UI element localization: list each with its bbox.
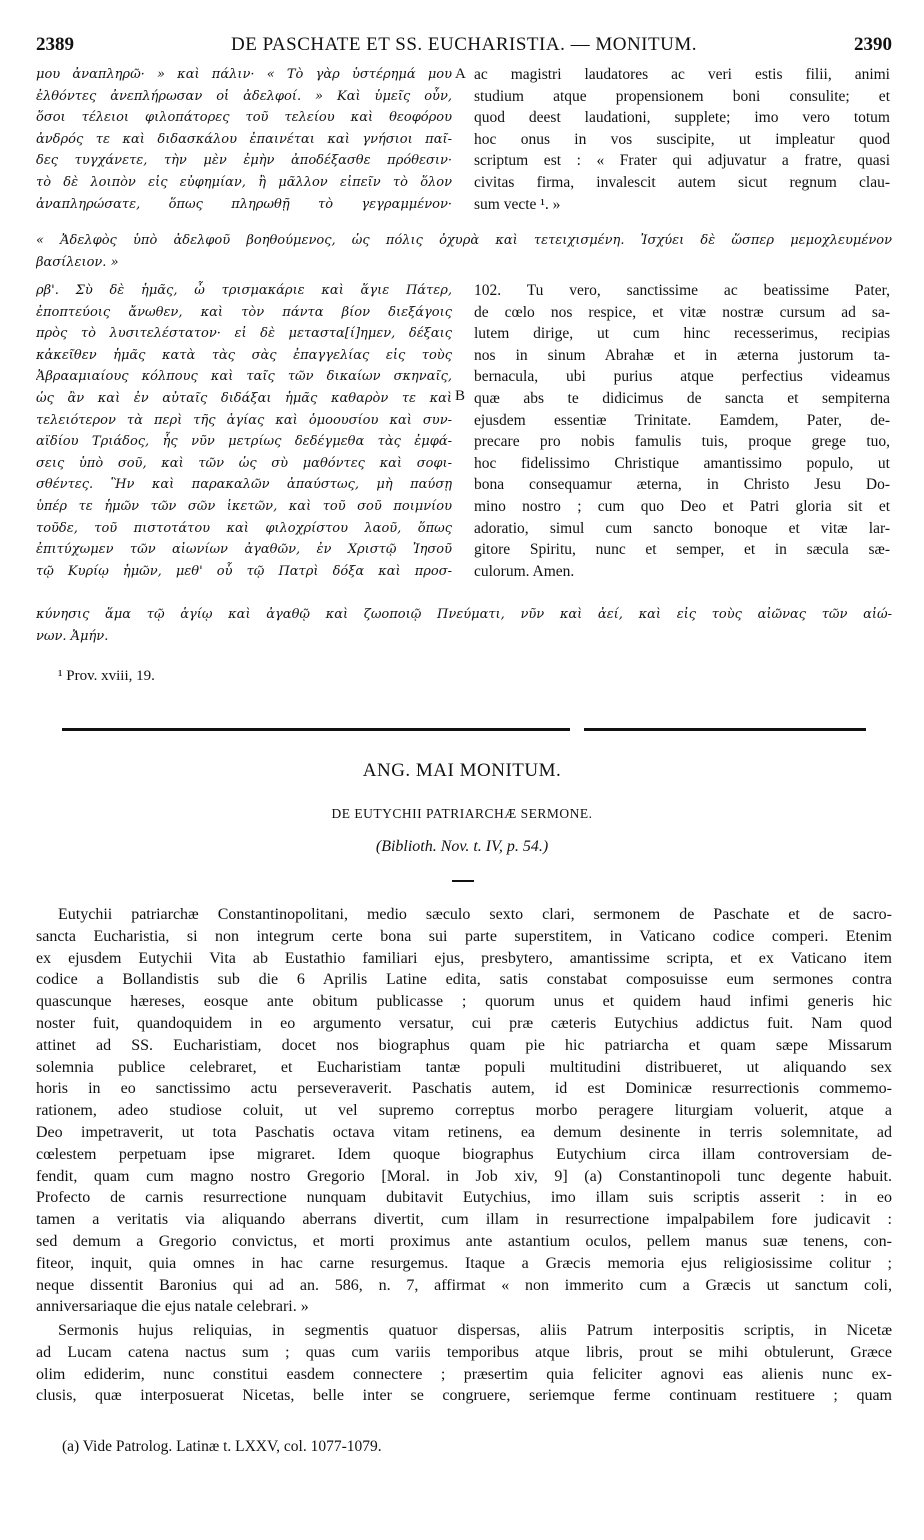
greek-line: πρὸς τὸ λυσιτελέστατον· εἰ δὲ μεταστα[ί]ημεν, δέξαις	[36, 326, 452, 342]
body-line: anniversariaque die ejus natale celebrari. »	[36, 1298, 309, 1316]
greek-line: ἀνδρός τε καὶ διδασκάλου ἐπαινέται καὶ γνήσιοι παῖ-	[36, 131, 452, 147]
body-line: Deo impetraverit, ut tota Paschatis octava vitam retinens, ea demum desinente in terris solemnitate, ad	[36, 1123, 892, 1141]
greek-line: μου ἀναπληρῶ· » καὶ πάλιν· « Τὸ γὰρ ὑστέρημά μου	[36, 67, 452, 82]
greek-column-top	[36, 64, 452, 215]
body-line: Sermonis hujus reliquias, in segmentis quatuor dispersas, aliis Patrum interpositis scriptis, in Nicetæ	[58, 1322, 892, 1339]
latin-column-top	[474, 64, 890, 215]
greek-full-width-2	[36, 604, 892, 647]
body-line: fiteor, inquit, quia omnes in hac carne resurgemus. Itaque a Græcis memoria ejus religiosissime colitur ;	[36, 1254, 892, 1272]
body-line: sancta Eucharistia, si non integrum certe bona sui parte superstitem, in Vaticano codice comperi. Etenim	[36, 927, 892, 945]
page-number-left: 2389	[36, 34, 74, 55]
body-line: solemnia publice celebraret, et Eucharistiam tantæ populi multitudini distribueret, ut aliquando sex	[36, 1058, 892, 1076]
greek-line: ἀναπληρώσατε, ὅπως πληρωθῇ τὸ γεγραμμένον·	[36, 196, 452, 212]
greek-line: ἐλθόντες ἀνεπλήρωσαν οἱ ἀδελφοί. » Καὶ ὑμεῖς οὖν,	[36, 88, 452, 104]
running-title: DE PASCHATE ET SS. EUCHARISTIA. — MONITUM.	[231, 34, 697, 55]
latin-line: hoc fidelissimo Christique amantissimo populo, ut	[474, 454, 890, 472]
body-line: noster fuit, quandoquidem in eo argumento versatur, cui præ cæteris Eutychius addictus fuit. Nam quod	[36, 1014, 892, 1032]
margin-letter-a: A	[455, 66, 466, 82]
monitum-paragraph-1	[36, 904, 892, 1318]
latin-line: quæ abs te didicimus de sancta et sempiterna	[474, 389, 890, 407]
latin-line: hoc onus in vos suscipite, ut impleatur quod	[474, 130, 890, 148]
section-rule-left	[62, 728, 570, 731]
greek-line: ἐπιτύχωμεν τῶν αἰωνίων ἀγαθῶν, ἐν Χριστῷ Ἰησοῦ	[36, 542, 452, 558]
greek-line: τῷ Κυρίῳ ἡμῶν, μεθ' οὗ τῷ Πατρὶ δόξα καὶ προσ-	[36, 563, 452, 579]
page-number-right: 2390	[854, 34, 892, 55]
latin-line: ejusdem essentiæ Trinitate. Eamdem, Pater, de-	[474, 411, 890, 429]
section-rule-right	[584, 728, 866, 731]
latin-line: adoratio, simul cum sancto bonoque et vitæ lar-	[474, 519, 890, 537]
latin-line: de cœlo nos respice, et vitæ nostræ cursum ad sa-	[474, 303, 890, 321]
body-line: codice a Bollandistis sub die 6 Aprilis Latine edita, satis constabat composuisse eum sermones contra	[36, 971, 892, 989]
greek-line: « Ἀδελφὸς ὑπὸ ἀδελφοῦ βοηθούμενος, ὡς πόλις ὀχυρὰ καὶ τετειχισμένη. Ἰσχύει δὲ ὥσπερ μεμοχλευμένον	[36, 233, 892, 248]
body-line: rationem, adeo studiose coluit, ut vel supremo correptus morbo peragere liturgiam voluerit, atque a	[36, 1102, 892, 1120]
latin-line: bona consequamur æterna, in Christo Jesu Do-	[474, 476, 890, 494]
greek-line: τελειότερον τὰ περὶ τῆς ἁγίας καὶ ὁμοουσίου καὶ συν-	[36, 412, 452, 428]
greek-line: Ἀβρααμιαίους κόλπους καὶ ταῖς τῶν δικαίων σκηναῖς,	[36, 369, 452, 385]
greek-line: κἀκεῖθεν ἡμᾶς κατὰ τὰς σὰς ἐπαγγελίας εἰς τοὺς	[36, 347, 452, 363]
greek-line: τὸ δὲ λοιπὸν εἰς εὐφημίαν, ἢ μᾶλλον εἰπεῖν τὸ ὅλον	[36, 174, 452, 190]
latin-line: sum vecte ¹. »	[474, 195, 561, 213]
body-line: cœlestem perpetuam ipse migraret. Idem quoque biographus Eutychium circa illam controversiam de-	[36, 1145, 892, 1163]
greek-line: σεις ὑπὸ σοῦ, καὶ τῶν ὡς σὺ μαθόντες καὶ σοφι-	[36, 455, 452, 471]
body-line: sed demum a Gregorio convictus, et morti proximus ante astantium oculos, pellem manus suæ tenens, con-	[36, 1232, 892, 1250]
footnote-top: ¹ Prov. xviii, 19.	[58, 668, 155, 684]
latin-line: nos in sinum Abrahæ et in æterna justorum ta-	[474, 346, 890, 364]
greek-line: ὅσοι τέλειοι φιλοπάτορες τοῦ τελείου καὶ θεοφόρου	[36, 110, 452, 126]
monitum-title: ANG. MAI MONITUM.	[362, 760, 562, 781]
greek-line: τοῦδε, τοῦ πιστοτάτου καὶ φιλοχρίστου λαοῦ, ὅπως	[36, 520, 452, 536]
latin-line: bernacula, ubi purius atque perfectius videamus	[474, 368, 890, 386]
body-line: ex ejusdem Eutychii Vita ab Eustathio familiari ejus, presbytero, amantissime scripta, et ex Vaticano item	[36, 949, 892, 967]
latin-line: gitore Spiritu, nunc et semper, et in sæcula sæ-	[474, 541, 890, 559]
latin-line: lutem dirige, ut cum hinc recesserimus, recipias	[474, 325, 890, 343]
body-line: fendit, quam cum magno nostro Gregorio [Moral. in Job xiv, 9] (a) Constantinopoli tunc degente habuit.	[36, 1167, 892, 1185]
greek-line: κύνησις ἅμα τῷ ἁγίῳ καὶ ἀγαθῷ καὶ ζωοποιῷ Πνεύματι, νῦν καὶ ἀεί, καὶ εἰς τοὺς αἰῶνας τῶν αἰώ-	[36, 607, 892, 622]
greek-line: δες τυγχάνετε, τὴν μὲν ἐμὴν ἀποδέξασθε πρόθεσιν·	[36, 153, 452, 169]
monitum-source: (Biblioth. Nov. t. IV, p. 54.)	[375, 838, 549, 855]
latin-line: quod deest laudationi, supplete; imo vero totum	[474, 109, 890, 127]
ornament-dash	[452, 880, 474, 882]
body-line: horis in eo sanctissimo actu perseveraverit. Paschatis autem, id est Dominicæ resurrectionis commemo-	[36, 1080, 892, 1098]
latin-line: civitas firma, invalescit autem sicut regnum clau-	[474, 173, 890, 191]
greek-line: ρβ'. Σὺ δὲ ἡμᾶς, ὦ τρισμακάριε καὶ ἅγιε Πάτερ,	[36, 283, 452, 298]
latin-line: 102. Tu vero, sanctissime ac beatissime Pater,	[474, 282, 890, 299]
body-line: olim ediderim, nunc constitui easdem connectere ; præsertim quia feliciter agnovi eas alienis nunc ex-	[36, 1365, 892, 1383]
greek-line: νων. Ἀμήν.	[36, 628, 109, 644]
greek-line: ὡς ἂν καὶ ἐν αὐταῖς διδάξαι ἡμᾶς καθαρὸν τε καὶ	[36, 390, 452, 406]
latin-line: studium atque propensionem boni consulite; et	[474, 87, 890, 105]
body-line: ad Lucam catena nactus sum ; quas cum variis temporibus atque libris, prout se mihi obtulerunt, Græce	[36, 1343, 892, 1361]
greek-line: βασίλειον. »	[36, 254, 119, 270]
body-line: Profecto de carnis resurrectione nunquam dubitavit Eutychius, imo illam suis scriptis asserit : in eo	[36, 1189, 892, 1207]
footnote-bottom: (a) Vide Patrolog. Latinæ t. LXXV, col. 1077-1079.	[62, 1438, 382, 1455]
margin-letter-b: B	[455, 388, 466, 404]
greek-column-mid	[36, 280, 452, 582]
latin-line: precare pro nobis famulis tuis, proque grege tuo,	[474, 433, 890, 451]
body-line: clusis, quæ interposuerat Nicetas, belle inter se congruere, seriemque ferme continuam restituere ; quam	[36, 1387, 892, 1405]
greek-line: αϊδίου Τριάδος, ἧς νῦν μετρίως δεδέγμεθα τὰς ἐμφά-	[36, 434, 452, 450]
greek-line: ὑπέρ τε ἡμῶν τῶν σῶν ἱκετῶν, καὶ τοῦ σοῦ ποιμνίου	[36, 498, 452, 514]
greek-line: σθέντες. Ἣν καὶ παρακαλῶν ἀπαύστως, μὴ παύσῃ	[36, 477, 452, 493]
monitum-subtitle: DE EUTYCHII PATRIARCHÆ SERMONE.	[331, 806, 593, 821]
latin-line: scriptum est : « Frater qui adjuvatur a fratre, quasi	[474, 152, 890, 170]
latin-column-mid	[474, 280, 890, 582]
body-line: attinet ad SS. Eucharistiam, docet nos biographus quam pie hic patriarcha et quam sæpe Missarum	[36, 1036, 892, 1054]
latin-line: mino nostro ; cum quo Deo et Patri gloria sit et	[474, 497, 890, 515]
latin-line: culorum. Amen.	[474, 562, 575, 580]
body-line: tamen a veritatis via aliquando aberrans divertit, cum illam in resurrectione impalpabilem fore judicavit :	[36, 1211, 892, 1229]
body-line: quascunque hæreses, eosque ante obitum publicasse ; quorum unus et quidem haud infimi generis hic	[36, 993, 892, 1011]
greek-line: ἐποπτεύοις ἄνωθεν, καὶ τὸν πάντα βίον διεξάγοις	[36, 304, 452, 320]
monitum-paragraph-2	[36, 1320, 892, 1407]
body-line: neque dissentit Baronius qui ad an. 586, n. 7, affirmat « non immerito cum a Græcis ut sanctum coli,	[36, 1276, 892, 1294]
body-line: Eutychii patriarchæ Constantinopolitani, medio sæculo sexto clari, sermonem de Paschate et de sacro-	[58, 906, 892, 923]
greek-full-width-1	[36, 230, 892, 273]
running-header	[36, 34, 892, 58]
latin-line: ac magistri laudatores ac veri estis filii, animi	[474, 66, 890, 83]
